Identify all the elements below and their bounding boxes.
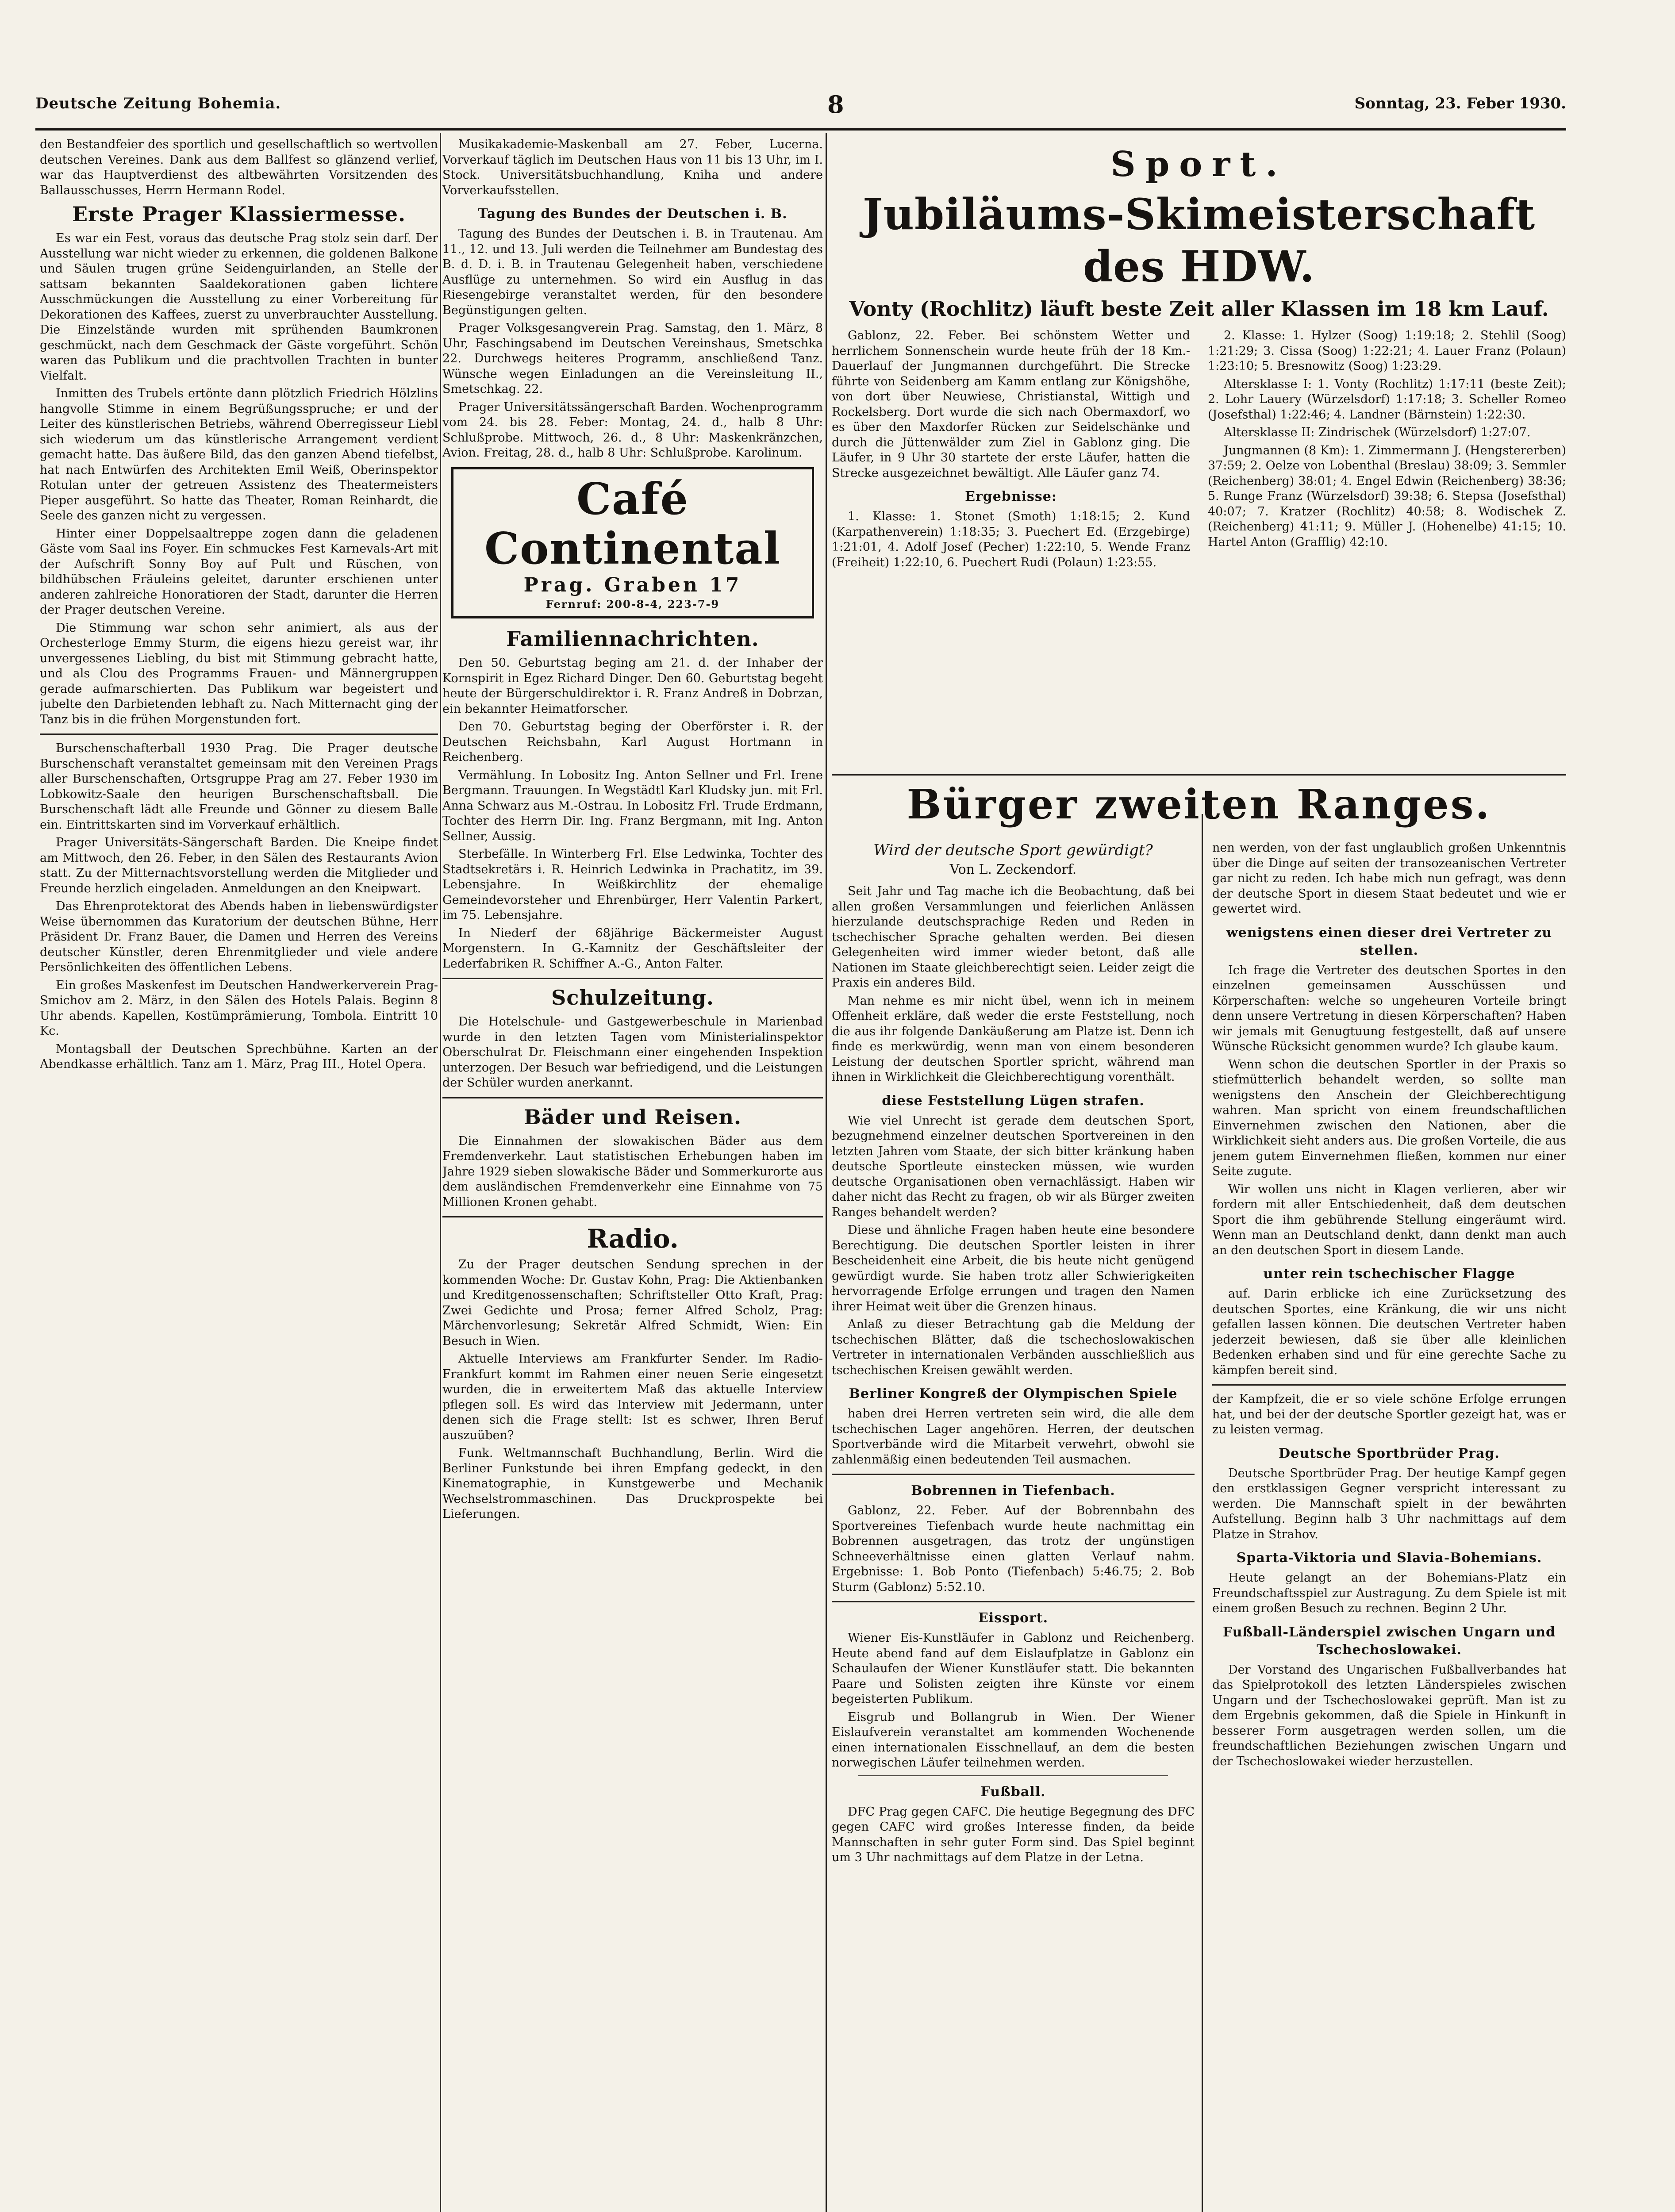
article-text: Hinter einer Doppelsaaltreppe zogen dann die geladenen Gäste vom Saal ins Foyer. Ein schmuckes Fest Karnevals-Art mit der Aufschrift Sonny Boy auf Pult und Rüschen, von bildhübschen Fräuleins geleitet, darunter erschienen unter anderen zahlreiche Honoratioren der Stadt, darunter die Herren der Prager deutschen Vereine. (40, 526, 438, 617)
results-heading: Ergebnisse: (965, 489, 1057, 504)
article-text: Es war ein Fest, voraus das deutsche Prag stolz sein darf. Der Ausstellung war nicht wieder zu erkennen, die goldenen Balkone und Säulen trugen grüne Seidenguirlanden, an Stelle der sattsam bekannten Saaldekorationen gaben lichtere Ausschmückungen die Ausstellung zu einer Vorbereitung für Dekorationen des Kaffees, zuerst zu unverbrauchter Ausstellung. Die Einzelstände wurden mit sprühenden Baumkronen geschmückt, nach dem Geschmack der Gäste vorgeführt. Schön waren das Publikum und die prachtvollen Trachten in bunter Vielfalt. (40, 231, 438, 383)
article-text: Wenn schon die deutschen Sportler in der Praxis so stiefmütterlich behandelt werden, so sollte man wenigstens den Anschein der Gleichberechtigung wahren. Man spricht von einem freundschaftlichen Einvernehmen zwischen den Nationen, aber die Wirklichkeit sieht anders aus. Die großen Vorteile, die aus jenem gutem Einvernehmen fließen, kommen nur einer Seite zugute. (1212, 1057, 1566, 1178)
article-text: der Kampfzeit, die er so viele schöne Erfolge errungen hat, und bei der der deutsche Sportler gezeigt hat, was er zu leisten vermag. (1212, 1392, 1566, 1436)
masthead: Deutsche Zeitung Bohemia. (35, 95, 281, 112)
notice-text: Ein großes Maskenfest im Deutschen Handwerkerverein Prag-Smichov am 2. März, in den Sälen des Hotels Palais. Beginn 8 Uhr abends. Kapellen, Kostümprämierung, Tombola. Eintritt 10 Kc. (40, 978, 438, 1038)
headline: Jubiläums-Skimeisterschaft des HDW. (862, 189, 1536, 292)
subheadline: wenigstens einen dieser drei Vertreter zu stellen. (1226, 925, 1552, 958)
ad-phone: Fernruf: 200-8-4, 223-7-9 (546, 597, 720, 611)
divider (832, 774, 1566, 776)
article-text: auf. Darin erblicke ich eine Zurücksetzung des deutschen Sportes, eine Kränkung, die wir uns nicht gefallen lassen können. Die deutschen Vertreter haben jederzeit bewiesen, daß sie über alle kleinlichen Bedenken erhaben sind und für eine gerechte Sache zu kämpfen bereit sind. (1212, 1287, 1566, 1377)
sport-left-column (832, 328, 1190, 573)
notice-text: Montagsball der Deutschen Sprechbühne. Karten an der Abendkasse erhältlich. Tanz am 1. März, Prag III., Hotel Opera. (40, 1042, 438, 1071)
column-1 (40, 137, 438, 2212)
results-text: Altersklasse II: Zindrischek (Würzelsdorf) 1:27:07. (1224, 426, 1531, 439)
subheadline: Vonty (Rochlitz) läuft beste Zeit aller Klassen im 18 km Lauf. (849, 297, 1549, 321)
subheadline: Tagung des Bundes der Deutschen i. B. (478, 206, 788, 222)
article-text: Seit Jahr und Tag mache ich die Beobachtung, daß bei allen großen Versammlungen und feierlichen Anlässen hierzulande deutschsprachige Reden und Reden in tschechischer Sprache gehalten werden. Bei diesen Gelegenheiten wird immer wieder betont, daß alle Nationen im Staate gleichberechtigt seien. Leider zeigt die Praxis ein anderes Bild. (832, 884, 1195, 990)
section-heading: Fußball-Länderspiel zwischen Ungarn und Tschechoslowakei. (1222, 1624, 1556, 1658)
article-text: haben drei Herren vertreten sein wird, die alle dem tschechischen Lager angehören. Herren, der deutschen Sportverbände wird die Mitarbeit verwehrt, obwohl sie zahlenmäßig einen bedeutenden Teil ausmachen. (832, 1407, 1195, 1467)
divider (442, 1097, 823, 1098)
article-text: Ich frage die Vertreter des deutschen Sportes in den einzelnen gemeinsamen Ausschüssen und Körperschaften: welche so ungeheuren Vorteile bringt denn unsere Vertretung in diesen Körperschaften? Haben wir jemals mit Genugtuung festgestellt, daß auf unsere Wünsche Rücksicht genommen wurde? Ich glaube kaum. (1212, 963, 1566, 1053)
divider (40, 733, 438, 735)
feature-title: Bürger zweiten Ranges. (907, 780, 1491, 828)
section-heading: Familiennachrichten. (506, 627, 759, 651)
article-text: DFC Prag gegen CAFC. Die heutige Begegnung des DFC gegen CAFC wird großes Interesse finden, da beide Mannschaften in sehr guter Form sind. Das Spiel beginnt um 3 Uhr nachmittags auf dem Platze in der Letna. (832, 1805, 1195, 1864)
sport-section (832, 137, 1566, 765)
article-text: Wie viel Unrecht ist gerade dem deutschen Sport, bezugnehmend einzelner deutschen Sportvereinen in den letzten Jahren vom Staate, der sich bitter kränkung haben deutsche Sportleute einstecken müssen, wie wurden deutsche Organisationen oben vernachlässigt. Haben wir daher nicht das Recht zu fragen, ob wir als Bürger zweiten Ranges behandelt werden? (832, 1114, 1195, 1219)
article-text: Sterbefälle. In Winterberg Frl. Else Ledwinka, Tochter des Stadtsekretärs i. R. Heinrich Ledwinka in Prachatitz, im 39. Lebensjahre. In Weißkirchlitz der ehemalige Gemeindevorsteher und Ehrenbürger, Herr Valentin Parkert, im 75. Lebensjahre. (442, 847, 823, 922)
section-title: Sport. (1110, 144, 1287, 184)
article-text: Die Einnahmen der slowakischen Bäder aus dem Fremdenverkehr. Laut statistischen Erhebungen haben im Jahre 1929 sieben slowakische Bäder und Sommerkurorte aus dem ausländischen Fremdenverkehr eine Einnahme von 75 Millionen Kronen gehabt. (442, 1134, 823, 1209)
page-header (35, 88, 1566, 131)
article-text: Eisgrub und Bollangrub in Wien. Der Wiener Eislaufverein veranstaltet am kommenden Wochenende einen internationalen Eisschnellauf, an dem die besten norwegischen Läufer teilnehmen werden. (832, 1710, 1195, 1770)
article-text: Anlaß zu dieser Betrachtung gab die Meldung der tschechischen Blätter, daß die tschechoslowakischen Vertreter in internationalen Verbänden ausschließlich aus tschechischen Kreisen gewählt werden. (832, 1317, 1195, 1377)
article-text: Aktuelle Interviews am Frankfurter Sender. Im Radio-Frankfurt kommt im Rahmen einer neuen Serie eingesetzt wurden, die in erweitertem Maß das aktuelle Interview pflegen soll. Es wird das Interview mit Jedermann, unter denen sich die Frage stellt: Ist es schwer, Ihren Beruf auszuüben? (442, 1352, 823, 1442)
notice-text: Prager Universitäts-Sängerschaft Barden. Die Kneipe findet am Mittwoch, den 26. Feber, in den Sälen des Restaurants Avion statt. Zu der Mitternachtsvorstellung werden die Mitglieder und Freunde herzlich eingeladen. Anmeldungen an den Kneipwart. (40, 836, 438, 895)
notice-text: Prager Volksgesangverein Prag. Samstag, den 1. März, 8 Uhr, Faschingsabend im Deutschen Vereinshaus, Smetschka 22. Durchwegs heiteres Programm, anschließend Tanz. Wünsche wegen Einladungen an die Vereinsleitung II., Smetschkag. 22. (442, 321, 823, 396)
subheadline: unter rein tschechischer Flagge (1263, 1266, 1515, 1282)
notice-text: Burschenschafterball 1930 Prag. Die Prager deutsche Burschenschaft veranstaltet gemeinsam mit den Vereinen Prags aller Burschenschaften, Ortsgruppe Prag am 27. Feber 1930 im Lobkowitz-Saale den heurigen Burschenschaftsball. Die Burschenschaft lädt alle Freunde und Gönner zu diesem Balle ein. Eintrittskarten sind im Vorverkauf erhältlich. (40, 741, 438, 832)
notice-text: Prager Universitätssängerschaft Barden. Wochenprogramm vom 24. bis 28. Feber: Montag, 24. d., halb 8 Uhr: Schlußprobe. Mittwoch, 26. d., 8 Uhr: Maskenkränzchen, Avion. Freitag, 28. d., halb 8 Uhr: Schlußprobe. Karolinum. (442, 400, 823, 460)
divider (442, 978, 823, 979)
article-text: Inmitten des Trubels ertönte dann plötzlich Friedrich Hölzlins hangvolle Stimme in einem Begrüßungsspruche; er und der Leiter des künstlerischen Betriebs, während Oberregisseur Liebl sich wiederum um das künstlerische Arrangement verdient gemacht hatte. Das äußere Bild, das den ganzen Abend tiefelbst, hat nach Entwürfen des Architekten Emil Weiß, Oberinspektor Rotulan unter der getreuen Assistenz des Theatermeisters Pieper ausgeführt. So hatte das Theater, Roman Reinhardt, die Seele des ganzen nicht zu vergessen. (40, 387, 438, 522)
article-text: Gablonz, 22. Feber. Bei schönstem Wetter und herrlichem Sonnenschein wurde heute früh der 18 Km.-Dauerlauf der Jungmannen durchgeführt. Die Strecke führte von Seidenberg am Kamm entlang zur Königshöhe, von dort über Neuwiese, Christianstal, Wittigh und Rockelsberg. Dort wurde die sich nach Obermaxdorf, wo es über den Maxdorfer Rücken zur Seidelschänke und durch die Jüttenwälder zum Ziel in Gablonz ging. Die Läufer, in 9 Uhr 30 startete der erste Läufer, hatten die Strecke ausgezeichnet bewältigt. Alle Läufer ganz 74. (832, 329, 1190, 480)
column-rule (440, 133, 441, 2212)
page-number: 8 (827, 90, 844, 119)
headline: Erste Prager Klassiermesse. (72, 202, 406, 226)
ad-address: Prag. Graben 17 (523, 573, 742, 596)
ad-title: Café Continental (484, 473, 781, 574)
column-rule (826, 133, 827, 2212)
article-text: Diese und ähnliche Fragen haben heute eine besondere Berechtigung. Die deutschen Sportler leisten in ihrer Bescheidenheit eine Arbeit, die bis heute nicht genügend gewürdigt wurde. Sie haben trotz aller Schwierigkeiten hervorragende Erfolge errungen und tragen den Namen ihrer Heimat weit über die Grenzen hinaus. (832, 1223, 1195, 1313)
article-text: Den 50. Geburtstag beging am 21. d. der Inhaber der Kornspirit in Egez Richard Dinger. Den 60. Geburtstag begeht heute der Bürgerschuldirektor i. R. Franz Andreß in Dobrzan, ein bekannter Heimatforscher. (442, 656, 823, 716)
article-text: Heute gelangt an der Bohemians-Platz ein Freundschaftsspiel zur Austragung. Zu dem Spiele ist mit einem großen Besuch zu rechnen. Beginn 2 Uhr. (1212, 1571, 1566, 1615)
section-heading: Radio. (587, 1224, 679, 1254)
notice-text: Tagung des Bundes der Deutschen i. B. in Trautenau. Am 11., 12. und 13. Juli werden die Teilnehmer am Bundestag des B. d. D. i. B. in Trautenau Gelegenheit haben, verschiedene Ausflüge zu unternehmen. So wird ein Ausflug in das Riesengebirge veranstaltet werden, für den besondere Begünstigungen gelten. (442, 227, 823, 317)
divider (442, 1216, 823, 1217)
article-text: Der Vorstand des Ungarischen Fußballverbandes hat das Spielprotokoll des letzten Länderspieles zwischen Ungarn und der Tschechoslowakei geprüft. Man ist zu dem Ergebnis gekommen, daß die Spiele in Hinkunft in besserer Form ausgetragen werden sollen, um die freundschaftlichen Beziehungen zwischen Ungarn und der Tschechoslowakei wieder herzustellen. (1212, 1663, 1566, 1768)
article-text: Zu der Prager deutschen Sendung sprechen in der kommenden Woche: Dr. Gustav Kohn, Prag: Die Aktienbanken und Kreditgenossenschaften; Schriftsteller Otto Kraft, Prag: Zwei Gedichte und Prosa; ferner Alfred Scholz, Prag: Märchenvorlesung; Sekretär Alfred Schmidt, Wien: Ein Besuch in Wien. (442, 1258, 823, 1348)
subheadline: diese Feststellung Lügen strafen. (882, 1093, 1145, 1109)
sport-right-column (1208, 328, 1566, 573)
feature-header (832, 779, 1566, 833)
divider (832, 1601, 1195, 1602)
article-text: Vermählung. In Lobositz Ing. Anton Sellner und Frl. Irene Bergmann. Trauungen. In Wegstädtl Karl Kludsky jun. mit Frl. Anna Schwarz aus M.-Ostrau. In Lobositz Frl. Trude Erdmann, Tochter des Herrn Dir. Ing. Franz Bergmann, mit Ing. Anton Sellner, Aussig. (442, 768, 823, 843)
section-heading: Schulzeitung. (551, 986, 714, 1010)
results-text: 1. Klasse: 1. Stonet (Smoth) 1:18:15; 2. Kund (Karpathenverein) 1:18:35; 3. Puechert Ed. (Erzgebirge) 1:21:01, 4. Adolf Josef (Pecher) 1:22:10, 5. Wende Franz (Freiheit) 1:22:10, 6. Puechert Rudi (Polaun) 1:23:55. (832, 510, 1190, 569)
article-text: Deutsche Sportbrüder Prag. Der heutige Kampf gegen den erstklassigen Gegner verspricht interessant zu werden. Die Mannschaft spielt in der bewährten Aufstellung. Beginn halb 3 Uhr nachmittags auf dem Platze in Strahov. (1212, 1466, 1566, 1541)
column-2 (442, 137, 823, 2212)
article-text: nen werden, von der fast unglaublich großen Unkenntnis über die Dinge auf seiten der transozeanischen Vertreter gar nicht zu reden. Ich habe mich nun gefragt, was denn der deutsche Sport in diesem Staat bedeutet und wie er gewertet wird. (1212, 841, 1566, 916)
article-text: Wiener Eis-Kunstläufer in Gablonz und Reichenberg. Heute abend fand auf dem Eislaufplatze in Gablonz ein Schaulaufen der Wiener Kunstläufer statt. Die bekannten Paare und Solisten zeigten ihre Künste vor einem begeisterten Publikum. (832, 1631, 1195, 1706)
issue-date: Sonntag, 23. Feber 1930. (1354, 95, 1566, 112)
article-text: Gablonz, 22. Feber. Auf der Bobrennbahn des Sportvereines Tiefenbach wurde heute nachmittag ein Bobrennen ausgetragen, das trotz der ungünstigen Schneeverhältnisse einen glatten Verlauf nahm. Ergebnisse: 1. Bob Ponto (Tiefenbach) 5:46.75; 2. Bob Sturm (Gablonz) 5:52.10. (832, 1504, 1195, 1594)
section-heading: Sparta-Viktoria und Slavia-Bohemians. (1236, 1550, 1542, 1566)
column-4 (1212, 841, 1566, 2212)
subheadline: Berliner Kongreß der Olympischen Spiele (849, 1386, 1178, 1402)
column-3 (832, 841, 1195, 2212)
divider (858, 1775, 1168, 1776)
article-text: In Niederf der 68jährige Bäckermeister August Morgenstern. In G.-Kamnitz der Geschäftsleiter der Lederfabriken R. Schiffner A.-G., Anton Falter. (442, 926, 823, 971)
cafe-advertisement (451, 467, 814, 619)
feature-subtitle: Wird der deutsche Sport gewürdigt? (873, 841, 1153, 859)
article-text: Die Hotelschule- und Gastgewerbeschule in Marienbad wurde in den letzten Tagen vom Ministerialinspektor Oberschulrat Dr. Fleischmann einer eingehenden Inspektion unterzogen. Der Besuch war befriedigend, und die Leistungen der Schüler wurden anerkannt. (442, 1015, 823, 1090)
section-heading: Bobrennen in Tiefenbach. (911, 1483, 1115, 1498)
article-text: Funk. Weltmannschaft Buchhandlung, Berlin. Wird die Berliner Funkstunde bei ihren Empfang gedeckt, in den Kinematographie, in Kunstgewerbe und Mechanik Wechselstrommaschinen. Das Druckprospekte bei Lieferungen. (442, 1446, 823, 1521)
results-text: 2. Klasse: 1. Hylzer (Soog) 1:19:18; 2. Stehlil (Soog) 1:21:29; 3. Cissa (Soog) 1:22:21; 4. Lauer Franz (Polaun) 1:23:10; 5. Bresnowitz (Soog) 1:23:29. (1208, 329, 1566, 373)
section-heading: Fußball. (980, 1784, 1046, 1800)
article-text: Man nehme es mir nicht übel, wenn ich in meinem Offenheit erkläre, daß weder die erste Feststellung, noch die aus ihr folgende Dankäußerung am Platze ist. Denn ich finde es merkwürdig, wenn man von einem besonderen Leistung der deutschen Sportler spricht, während man ihnen in Wirklichkeit die Gleichberechtigung vorenthält. (832, 994, 1195, 1084)
divider (832, 1474, 1195, 1475)
article-text: den Bestandfeier des sportlich und gesellschaftlich so wertvollen deutschen Vereines. Dank aus dem Ballfest so glänzend verlief, war das Hauptverdienst des altbewährten Vorsitzenden des Ballausschusses, Herrn Hermann Rodel. (40, 138, 438, 197)
section-heading: Eissport. (978, 1610, 1049, 1626)
results-text: Altersklasse I: 1. Vonty (Rochlitz) 1:17:11 (beste Zeit); 2. Lohr Lauery (Würzelsdorf) 1:17:18; 3. Scheller Romeo (Josefsthal) 1:22:46; 4. Landner (Bärnstein) 1:22:30. (1208, 377, 1566, 422)
notice-text: Musikakademie-Maskenball am 27. Feber, Lucerna. Vorverkauf täglich im Deutschen Haus von 11 bis 13 Uhr, im I. Stock. Universitätsbuchhandlung, Kniha und andere Vorverkaufsstellen. (442, 138, 823, 197)
article-text: Wir wollen uns nicht in Klagen verlieren, aber wir fordern mit aller Entschiedenheit, daß dem deutschen Sport die ihm gebührende Stellung eingeräumt wird. Wenn man an Deutschland denkt, dann denkt man auch an den deutschen Sport in diesem Lande. (1212, 1182, 1566, 1257)
section-heading: Bäder und Reisen. (523, 1105, 742, 1129)
article-text: Den 70. Geburtstag beging der Oberförster i. R. der Deutschen Reichsbahn, Karl August Hortmann in Reichenberg. (442, 720, 823, 764)
sport-columns (832, 328, 1566, 573)
notice-text: Das Ehrenprotektorat des Abends haben in liebenswürdigster Weise übernommen das Kuratorium der deutschen Bühne, Herr Präsident Dr. Franz Bauer, die Damen und Herren des Vereins deutscher Künstler, deren Ehrenmitglieder und viele andere Persönlichkeiten des öffentlichen Lebens. (40, 899, 438, 974)
section-heading: Deutsche Sportbrüder Prag. (1279, 1445, 1500, 1461)
article-text: Die Stimmung war schon sehr animiert, als aus der Orchesterloge Emmy Sturm, die eigens hiezu gereist war, ihr unvergessenes Liebling, du bist mit Stimmung gebracht hatte, und als Clou des Programms Frauen- und Männergruppen gerade aufmarschierten. Das Publikum war begeistert und jubelte den Darbietenden lebhaft zu. Nach Mitternacht ging der Tanz bis in die frühen Morgenstunden fort. (40, 621, 438, 726)
results-text: Jungmannen (8 Km): 1. Zimmermann J. (Hengstererben) 37:59; 2. Oelze von Lobenthal (Breslau) 38:09; 3. Semmler (Reichenberg) 38:01; 4. Engel Edwin (Reichenberg) 38:36; 5. Runge Franz (Würzelsdorf) 39:38; 6. Stepsa (Josefsthal) 40:07; 7. Kratzer (Rochlitz) 40:58; 8. Wodischek Z. (Reichenberg) 41:11; 9. Müller J. (Hohenelbe) 41:15; 10. Hartel Anton (Grafflig) 42:10. (1208, 443, 1566, 549)
divider (1212, 1384, 1566, 1386)
feature-author: Von L. Zeckendorf. (949, 862, 1077, 877)
column-rule (1202, 814, 1203, 2212)
